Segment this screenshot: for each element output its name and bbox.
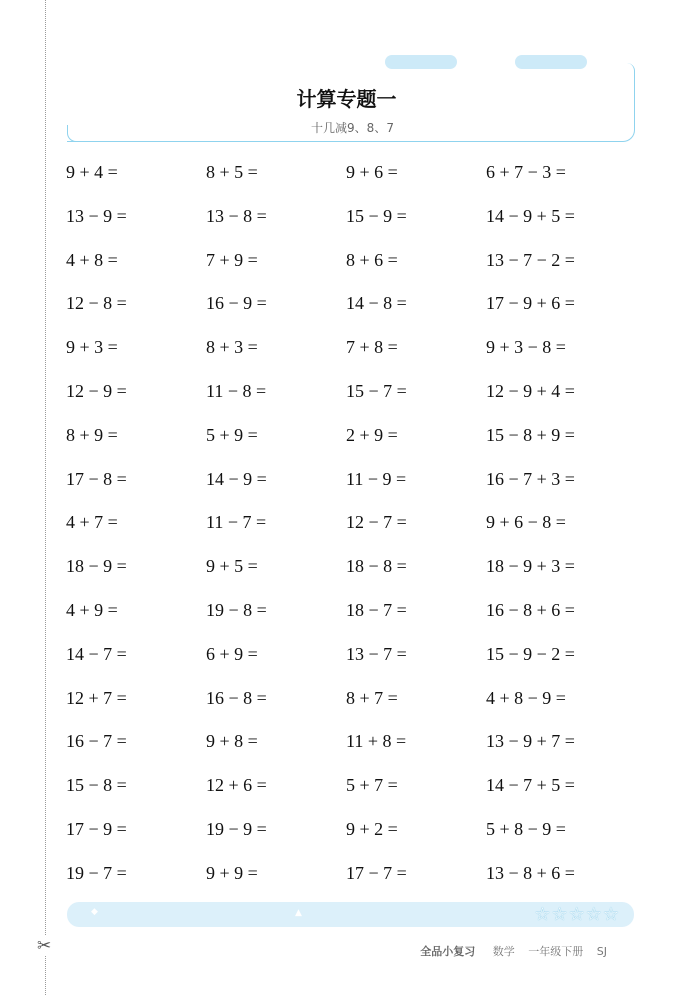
- problem-cell: 6 + 9 =: [206, 643, 258, 664]
- problem-cell: 13 − 8 + 6 =: [486, 862, 575, 883]
- problem-grid: [66, 157, 626, 902]
- footer-brand: 全品小复习: [420, 945, 476, 958]
- problem-cell: 16 − 9 =: [206, 293, 267, 314]
- problem-cell: 9 + 3 =: [66, 337, 118, 358]
- leaf-icon: ◆: [91, 907, 98, 917]
- problem-cell: 14 − 7 + 5 =: [486, 775, 575, 796]
- problem-cell: 16 − 8 =: [206, 687, 267, 708]
- drop-icon: ▲: [295, 908, 302, 918]
- problem-cell: 7 + 9 =: [206, 249, 258, 270]
- problem-cell: 7 + 8 =: [346, 337, 398, 358]
- page-title: 计算专题一: [296, 87, 397, 111]
- star-rating-icons: ☆☆☆☆☆: [534, 904, 620, 925]
- problem-cell: 19 − 8 =: [206, 599, 267, 620]
- problem-cell: 6 + 7 − 3 =: [486, 162, 566, 182]
- problem-cell: 13 − 9 + 7 =: [486, 731, 575, 752]
- problem-cell: 11 − 7 =: [206, 512, 267, 533]
- problem-cell: 14 − 9 + 5 =: [486, 205, 575, 226]
- problem-cell: 5 + 7 =: [346, 775, 398, 796]
- problem-cell: 17 − 9 + 6 =: [486, 293, 575, 314]
- problem-cell: 15 − 8 =: [66, 775, 127, 796]
- problem-cell: 15 − 9 =: [346, 205, 407, 226]
- problem-cell: 15 − 7 =: [346, 380, 407, 401]
- problem-cell: 16 − 7 + 3 =: [486, 468, 575, 489]
- problem-cell: 12 − 8 =: [66, 293, 127, 314]
- problem-cell: 9 + 3 − 8 =: [486, 337, 566, 358]
- problem-cell: 13 − 7 − 2 =: [486, 249, 575, 270]
- problem-cell: 16 − 7 =: [66, 731, 127, 752]
- problem-cell: 8 + 9 =: [66, 424, 118, 445]
- problem-cell: 4 + 7 =: [66, 512, 118, 533]
- problem-cell: 13 − 9 =: [66, 205, 127, 226]
- problem-cell: 9 + 6 − 8 =: [486, 512, 566, 533]
- problem-cell: 17 − 7 =: [346, 862, 407, 883]
- problem-cell: 17 − 8 =: [66, 468, 127, 489]
- problem-cell: 19 − 7 =: [66, 862, 127, 883]
- problem-cell: 13 − 7 =: [346, 643, 407, 664]
- problem-cell: 14 − 7 =: [66, 643, 127, 664]
- problem-cell: 9 + 8 =: [206, 731, 258, 752]
- problem-cell: 14 − 8 =: [346, 293, 407, 314]
- footer-grade: 一年级下册: [528, 945, 584, 958]
- problem-cell: 11 + 8 =: [346, 731, 407, 752]
- problem-cell: 16 − 8 + 6 =: [486, 599, 575, 620]
- page-subtitle: 十几减9、8、7: [311, 121, 394, 135]
- scissors-icon: ✂: [37, 936, 52, 956]
- problem-cell: 8 + 5 =: [206, 162, 258, 182]
- problem-cell: 18 − 7 =: [346, 599, 407, 620]
- problem-cell: 13 − 8 =: [206, 205, 267, 226]
- cut-line: [45, 0, 46, 995]
- problem-cell: 9 + 5 =: [206, 556, 258, 577]
- footer-edition: SJ: [596, 945, 607, 958]
- problem-cell: 14 − 9 =: [206, 468, 267, 489]
- problem-cell: 17 − 9 =: [66, 818, 127, 839]
- problem-cell: 4 + 9 =: [66, 599, 118, 620]
- problem-cell: 4 + 8 =: [66, 249, 118, 270]
- problem-cell: 8 + 3 =: [206, 337, 258, 358]
- problem-cell: 12 + 7 =: [66, 687, 127, 708]
- problem-cell: 11 − 8 =: [206, 380, 267, 401]
- problem-cell: 18 − 8 =: [346, 556, 407, 577]
- problem-cell: 2 + 9 =: [346, 424, 398, 445]
- problem-cell: 12 + 6 =: [206, 775, 267, 796]
- problem-cell: 11 − 9 =: [346, 468, 407, 489]
- problem-cell: 9 + 6 =: [346, 162, 398, 182]
- problem-cell: 9 + 9 =: [206, 862, 258, 883]
- problem-cell: 5 + 8 − 9 =: [486, 818, 566, 839]
- problem-cell: 15 − 9 − 2 =: [486, 643, 575, 664]
- problem-cell: 8 + 6 =: [346, 249, 398, 270]
- problem-cell: 9 + 4 =: [66, 162, 118, 182]
- problem-cell: 12 − 9 + 4 =: [486, 380, 575, 401]
- footer: [420, 943, 607, 959]
- problem-cell: 9 + 2 =: [346, 818, 398, 839]
- problem-cell: 4 + 8 − 9 =: [486, 687, 566, 708]
- problem-cell: 8 + 7 =: [346, 687, 398, 708]
- problem-cell: 12 − 7 =: [346, 512, 407, 533]
- problem-cell: 5 + 9 =: [206, 424, 258, 445]
- footer-subject: 数学: [492, 945, 515, 958]
- problem-cell: 19 − 9 =: [206, 818, 267, 839]
- problem-cell: 15 − 8 + 9 =: [486, 424, 575, 445]
- problem-cell: 18 − 9 + 3 =: [486, 556, 575, 577]
- problem-cell: 18 − 9 =: [66, 556, 127, 577]
- bottom-decor-bar: [67, 902, 634, 927]
- problem-cell: 12 − 9 =: [66, 380, 127, 401]
